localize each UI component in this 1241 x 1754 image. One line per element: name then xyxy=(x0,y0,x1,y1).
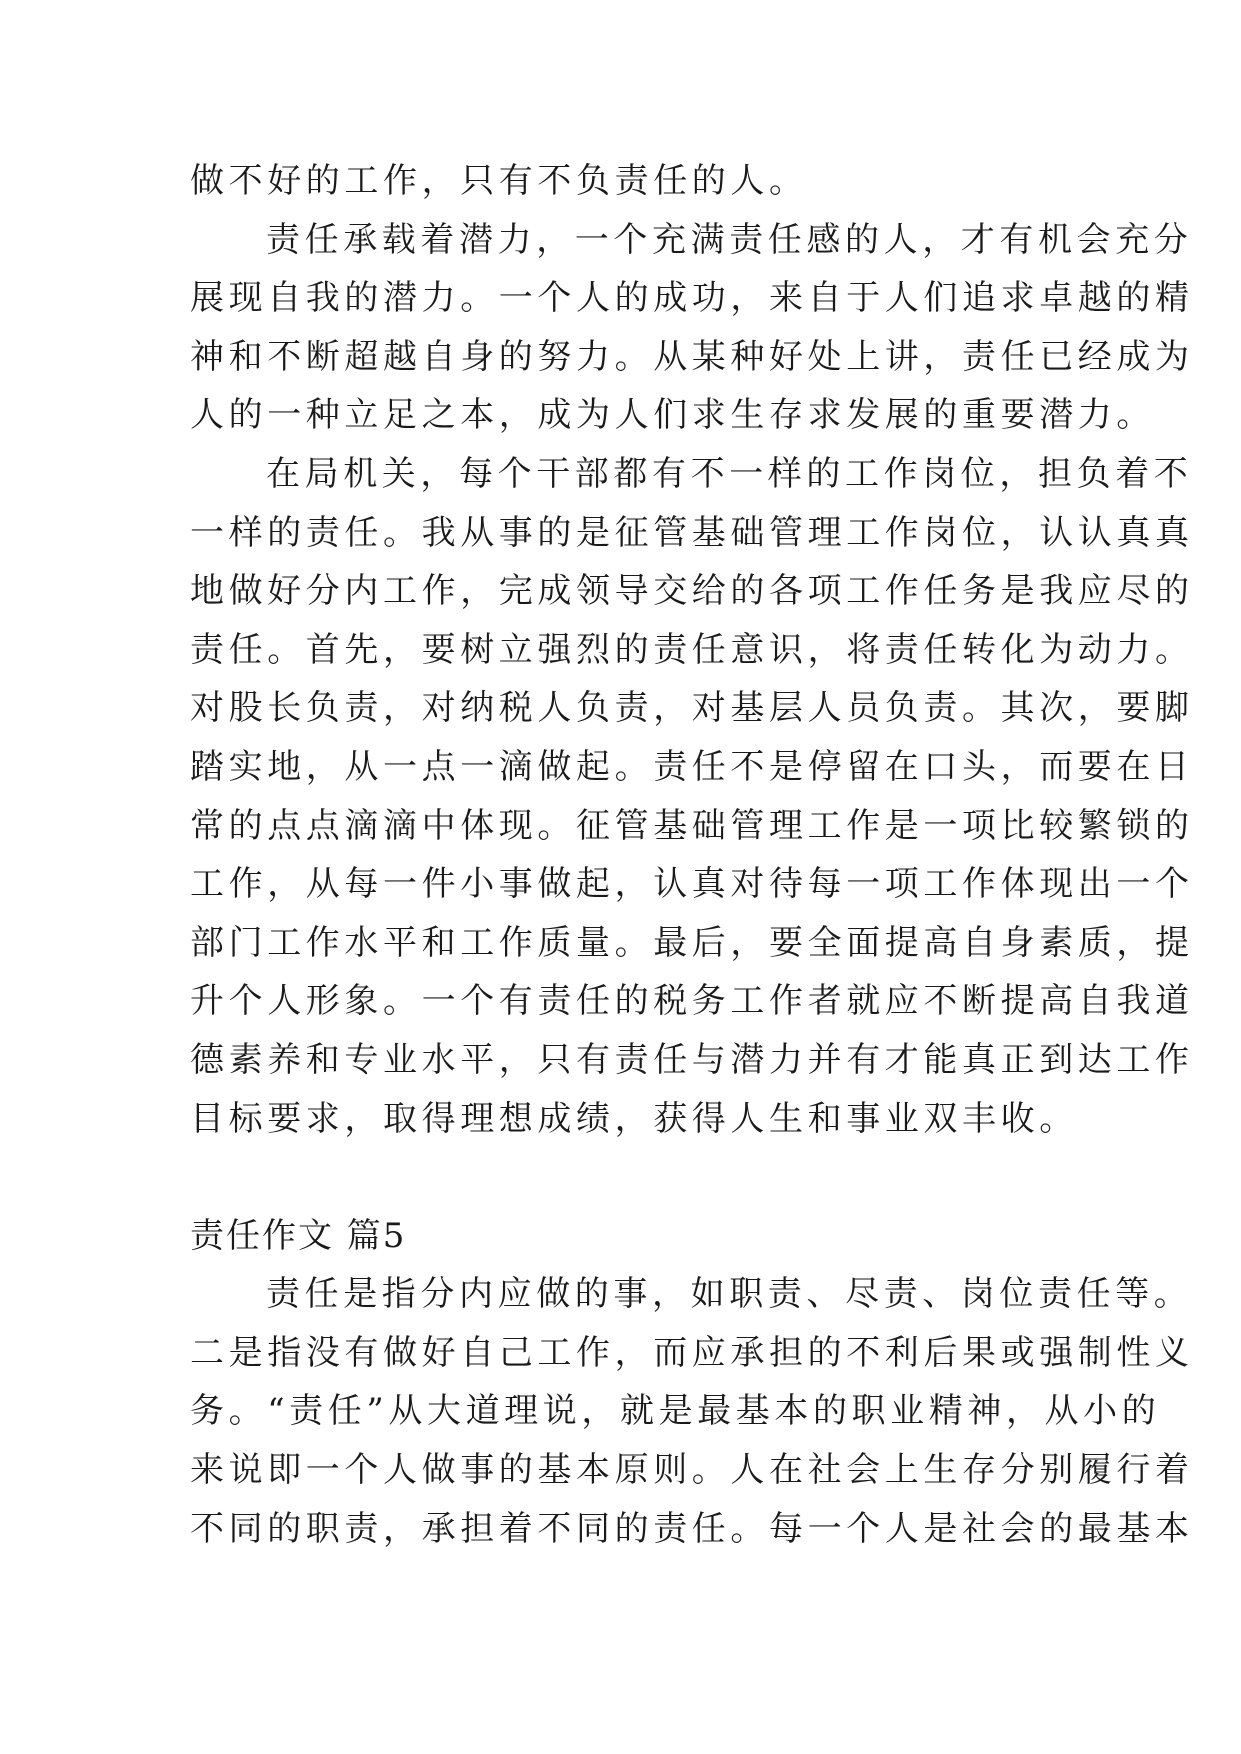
paragraph-continuation xyxy=(190,152,1070,211)
text-line: 做不好的工作，只有不负责任的人。 xyxy=(190,161,808,201)
text-line: 展现自我的潜力。一个人的成功，来自于人们追求卓越的精 xyxy=(190,278,1194,319)
text-line: 德素养和专业水平，只有责任与潜力并有才能真正到达工作 xyxy=(190,1039,1194,1080)
text-line: 工作，从每一件小事做起，认真对待每一项工作体现出一个 xyxy=(190,864,1194,905)
text-line: 地做好分内工作，完成领导交给的各项工作任务是我应尽的 xyxy=(190,571,1194,612)
text-line: 在局机关，每个干部都有不一样的工作岗位，担负着不 xyxy=(266,453,1193,494)
paragraph-responsibility-potential xyxy=(190,211,1194,445)
text-line: 一样的责任。我从事的是征管基础管理工作岗位，认认真真 xyxy=(190,512,1194,553)
text-line: 来说即一个人做事的基本原则。人在社会上生存分别履行着 xyxy=(190,1450,1194,1491)
paragraph-work-post xyxy=(190,445,1194,1148)
text-line: 部门工作水平和工作质量。最后，要全面提高自身素质，提 xyxy=(190,922,1194,963)
text-line: 神和不断超越自身的努力。从某种好处上讲，责任已经成为 xyxy=(190,336,1194,377)
text-line: 目标要求，取得理想成绩，获得人生和事业双丰收。 xyxy=(190,1098,1078,1139)
text-line: 责任承载着潜力，一个充满责任感的人，才有机会充分 xyxy=(266,219,1193,260)
text-line: 升个人形象。一个有责任的税务工作者就应不断提高自我道 xyxy=(190,981,1194,1022)
document-body xyxy=(190,152,1194,1558)
text-line: 二是指没有做好自己工作，而应承担的不利后果或强制性义 xyxy=(190,1332,1194,1373)
text-line: 对股长负责，对纳税人负责，对基层人员负责。其次，要脚 xyxy=(190,688,1194,729)
section-heading: 责任作文 篇5 xyxy=(190,1215,407,1256)
text-line: 人的一种立足之本，成为人们求生存求发展的重要潜力。 xyxy=(190,395,1155,436)
text-line: 踏实地，从一点一滴做起。责任不是停留在口头，而要在日 xyxy=(190,746,1194,787)
text-line: 责任是指分内应做的事，如职责、尽责、岗位责任等。 xyxy=(266,1274,1193,1315)
text-line: 常的点点滴滴中体现。征管基础管理工作是一项比较繁锁的 xyxy=(190,805,1194,846)
text-line: 不同的职责，承担着不同的责任。每一个人是社会的最基本 xyxy=(190,1508,1194,1549)
text-line: 务。“责任”从大道理说，就是最基本的职业精神，从小的 xyxy=(190,1391,1161,1432)
text-line: 责任。首先，要树立强烈的责任意识，将责任转化为动力。 xyxy=(190,629,1194,670)
paragraph-definition xyxy=(190,1265,1194,1558)
